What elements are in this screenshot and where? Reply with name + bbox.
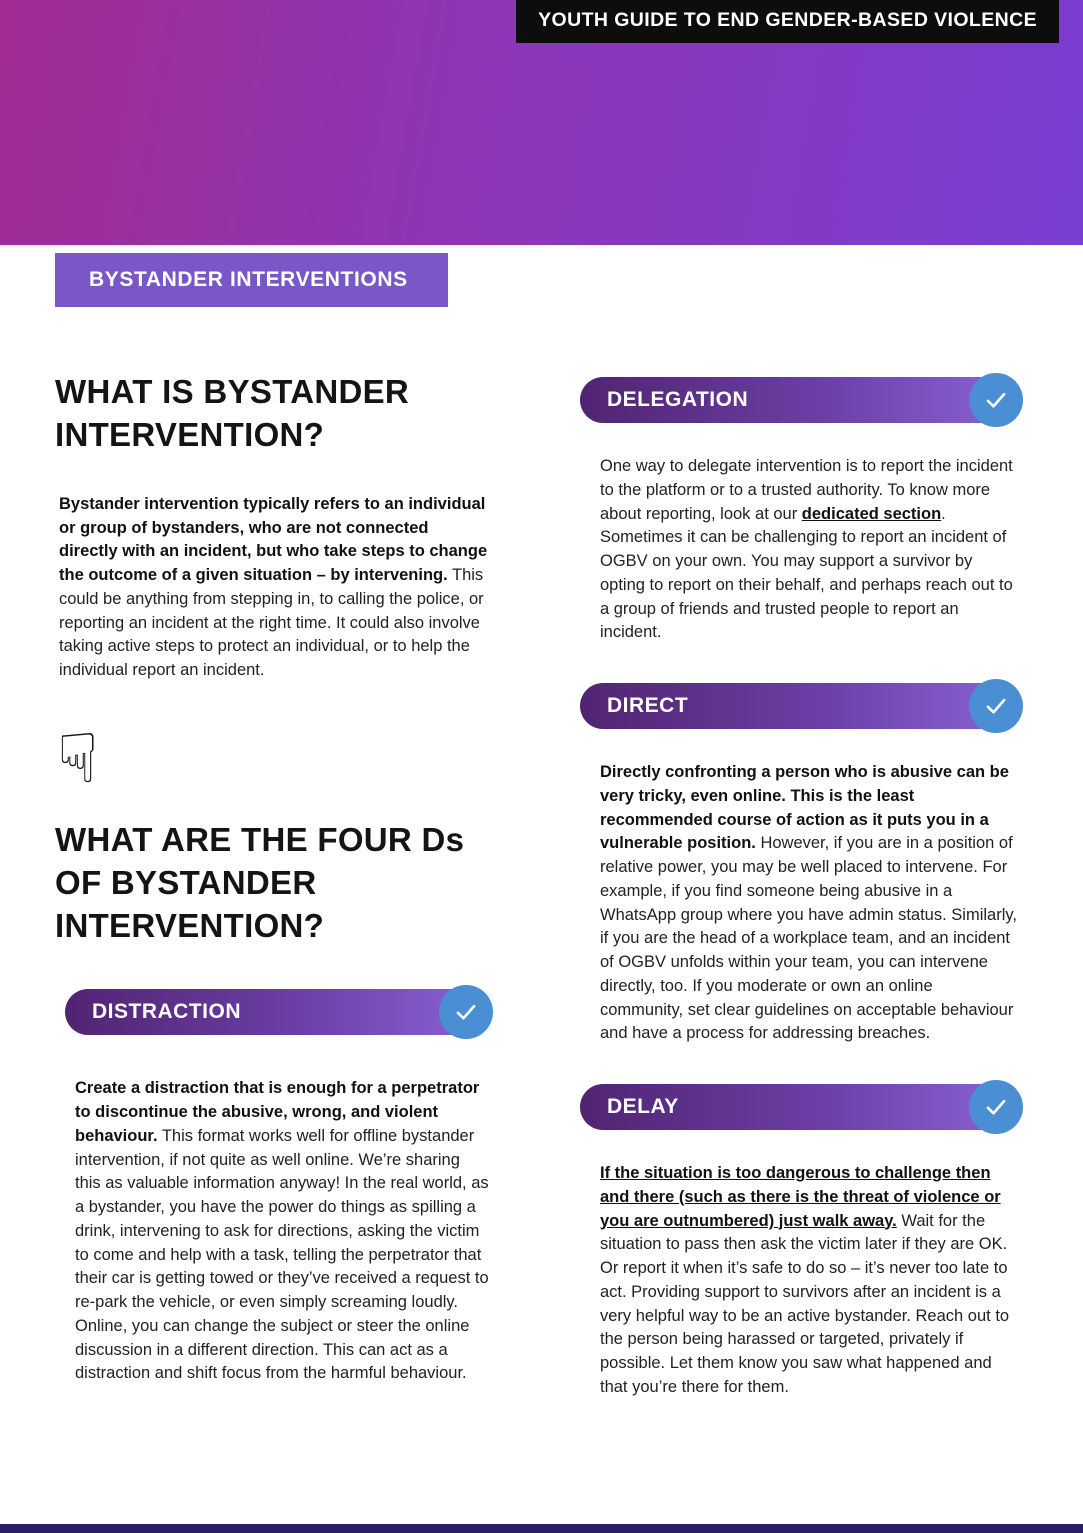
what-is-paragraph-rest: This could be anything from stepping in, to calling the police, or reporting an incident at the right time. It could also involve taking active steps to protect an individual, or to help the individual report an incident.: [59, 566, 484, 680]
what-is-paragraph: [55, 493, 490, 683]
direct-paragraph: [580, 761, 1020, 1046]
delay-paragraph-bold-underline: If the situation is too dangerous to challenge then and there (such as there is the threat of violence or you are outnumbered) just walk away.: [600, 1164, 1001, 1230]
check-icon: [969, 1080, 1023, 1134]
direct-paragraph-rest: However, if you are in a position of relative power, you may be well placed to intervene. For example, if you find someone being abusive in a WhatsApp group where you have admin status. Similarly, if you are the head of a workplace team, and an incident of OGBV unfolds within your team, you can intervene directly, too. If you moderate or own an online community, set clear guidelines on acceptable behaviour and have a process for addressing breaches.: [600, 834, 1017, 1043]
delegation-paragraph-pre: One way to delegate intervention is to report the incident to the platform or to a trusted authority. To know more about reporting, look at our: [600, 457, 1013, 523]
left-column: [55, 371, 490, 1400]
pill-delegation: [580, 377, 1020, 423]
pointing-hand-icon: ☟: [57, 720, 99, 797]
check-icon: [969, 373, 1023, 427]
what-is-paragraph-bold: Bystander intervention typically refers to an individual or group of bystanders, who are not connected directly with an incident, but who take steps to change the outcome of a given situation – by intervening.: [59, 494, 488, 585]
what-is-heading: WHAT IS BYSTANDER INTERVENTION?: [55, 373, 410, 453]
pill-distraction-label: DISTRACTION: [92, 1000, 241, 1024]
distraction-paragraph-bold: Create a distraction that is enough for a perpetrator to discontinue the abusive, wrong, and violent behaviour.: [75, 1079, 480, 1145]
hero-gradient-banner: [0, 0, 1083, 245]
distraction-paragraph: [55, 1077, 490, 1386]
distraction-paragraph-rest: This format works well for offline bystander intervention, if not quite as well online. We’re sharing this as valuable information anyway! In the real world, as a bystander, you have the power do things as spilling a drink, intervening to ask for directions, asking the victim to come and help with a task, telling the perpetrator that their car is getting towed or they’ve received a request to re-park the vehicle, or even simply screaming loudly. Online, you can change the subject or steer the online discussion in a different direction. This can act as a distraction and shift focus from the harmful behaviour.: [75, 1126, 489, 1383]
pill-delay: [580, 1084, 1020, 1130]
pill-delegation-label: DELEGATION: [607, 388, 749, 411]
check-icon: [439, 985, 493, 1039]
pill-delay-label: DELAY: [607, 1095, 679, 1118]
guide-title-banner: YOUTH GUIDE TO END GENDER-BASED VIOLENCE: [516, 0, 1059, 43]
section-badge: BYSTANDER INTERVENTIONS: [55, 253, 448, 307]
pill-direct: [580, 683, 1020, 729]
delegation-paragraph: [580, 455, 1020, 645]
two-column-content: [55, 371, 1020, 1400]
direct-paragraph-bold: Directly confronting a person who is abusive can be very tricky, even online. This is the least recommended course of action as it puts you in a vulnerable position.: [600, 763, 1009, 853]
delegation-paragraph-post: . Sometimes it can be challenging to report an incident of OGBV on your own. You may support a survivor by opting to report on their behalf, and perhaps reach out to a group of friends and trusted people to report an incident.: [600, 504, 1013, 642]
pill-distraction: [65, 989, 490, 1035]
four-ds-heading: WHAT ARE THE FOUR Ds OF BYSTANDER INTERVENTION?: [55, 820, 465, 944]
delay-paragraph: [580, 1162, 1020, 1400]
delay-paragraph-rest: Wait for the situation to pass then ask the victim later if they are OK. Or report it when it’s safe to do so – it’s never too late to act. Providing support to survivors after an incident is a very helpful way to be an active bystander. Reach out to the person being harassed or targeted, privately if possible. Let them know you saw what happened and that you’re there for them.: [600, 1211, 1010, 1396]
right-column: [580, 371, 1020, 1400]
check-icon: [969, 679, 1023, 733]
dedicated-section-link[interactable]: dedicated section: [801, 504, 942, 523]
pill-direct-label: DIRECT: [607, 694, 689, 717]
bottom-accent-bar: [0, 1524, 1083, 1533]
